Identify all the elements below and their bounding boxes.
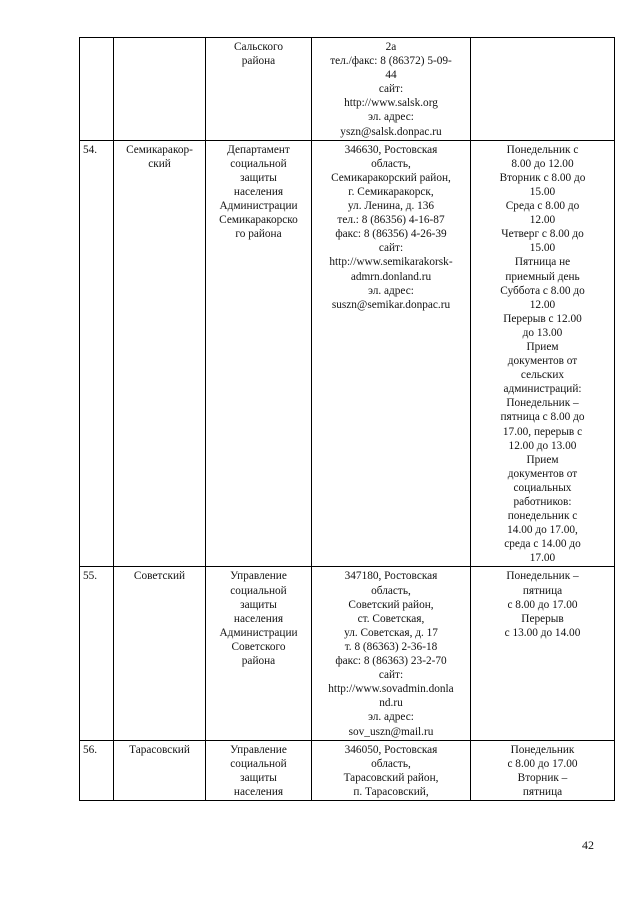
cell-line: Понедельник – <box>506 397 579 410</box>
cell-line: 346630, Ростовская <box>344 143 438 156</box>
cell-line: ул. Ленина, д. 136 <box>347 200 435 213</box>
address-cell <box>312 567 471 740</box>
address-cell <box>312 38 471 141</box>
district-cell <box>114 740 206 800</box>
page-number: 42 <box>582 838 594 852</box>
cell-line: admrn.donland.ru <box>350 270 432 283</box>
organization-cell <box>206 140 312 567</box>
cell-line: социальной <box>230 757 287 770</box>
organization-cell <box>206 567 312 740</box>
cell-line: социальной <box>230 584 287 597</box>
cell-line: с 8.00 до 17.00 <box>507 598 578 611</box>
cell-line: администраций: <box>503 383 582 396</box>
cell-line: Администрации <box>219 626 298 639</box>
cell-line: защиты <box>240 771 277 784</box>
cell-line: работников: <box>513 496 572 508</box>
cell-line: Понедельник с <box>506 143 579 156</box>
cell-line: yszn@salsk.donpac.ru <box>340 125 442 138</box>
cell-line: приемный день <box>505 270 580 283</box>
cell-line: района <box>241 55 276 68</box>
cell-line: Среда с 8.00 до <box>505 200 580 213</box>
cell-line: Семикаракорско <box>219 214 298 227</box>
cell-line: с 13.00 до 14.00 <box>504 626 581 639</box>
cell-line: пятница с 8.00 до <box>500 411 585 424</box>
hours-cell <box>471 38 615 141</box>
cell-line: социальных <box>513 481 572 494</box>
hours-cell <box>471 140 615 567</box>
cell-line: Советский <box>133 570 186 583</box>
cell-line: 15.00 <box>529 185 556 198</box>
cell-line: тел.: 8 (86356) 4-16-87 <box>337 214 445 227</box>
cell-line: документов от <box>507 467 578 480</box>
cell-line: 346050, Ростовская <box>344 743 438 756</box>
cell-line: sov_uszn@mail.ru <box>348 725 434 738</box>
cell-line: до 13.00 <box>522 326 563 339</box>
cell-line: Вторник – <box>517 771 568 784</box>
cell-line: Администрации <box>219 200 298 213</box>
cell-line: Сальского <box>233 41 283 53</box>
cell-line: 44 <box>385 69 397 82</box>
address-cell <box>312 740 471 800</box>
organization-cell <box>206 38 312 141</box>
cell-line: Вторник с 8.00 до <box>499 171 586 184</box>
hours-cell <box>471 740 615 800</box>
cell-line: Пятница не <box>514 256 571 269</box>
cell-line: 14.00 до 17.00, <box>507 524 578 537</box>
cell-line: ст. Советская, <box>357 612 425 625</box>
cell-line: Управление <box>230 570 287 583</box>
row-number: 55. <box>80 567 114 740</box>
cell-line: 8.00 до 12.00 <box>511 157 574 170</box>
row-number <box>80 38 114 141</box>
cell-line: Тарасовский <box>129 743 190 756</box>
cell-line: http://www.sovadmin.donla <box>328 683 454 696</box>
cell-line: сайт: <box>378 669 404 682</box>
row-number: 56. <box>80 740 114 800</box>
cell-line: 2а <box>385 41 397 53</box>
district-cell <box>114 38 206 141</box>
cell-line: Семикаракор- <box>126 143 193 156</box>
cell-line: Управление <box>230 743 287 756</box>
cell-line: населения <box>233 185 284 198</box>
cell-line: понедельник с <box>507 510 578 523</box>
cell-line: 15.00 <box>529 242 556 255</box>
cell-line: документов от <box>507 355 578 368</box>
cell-line: с 8.00 до 17.00 <box>507 757 578 770</box>
cell-line: nd.ru <box>379 697 403 710</box>
cell-line: 347180, Ростовская <box>344 570 438 583</box>
table-row <box>80 38 615 141</box>
cell-line: факс: 8 (86356) 4-26-39 <box>335 228 447 241</box>
table-row <box>80 567 615 740</box>
cell-line: http://www.semikarakorsk- <box>329 256 453 269</box>
cell-line: тел./факс: 8 (86372) 5-09- <box>330 55 452 68</box>
row-number: 54. <box>80 140 114 567</box>
cell-line: пятница <box>522 584 563 597</box>
cell-line: сайт: <box>378 242 404 255</box>
cell-line: ский <box>148 157 171 170</box>
cell-line: населения <box>233 612 284 625</box>
cell-line: защиты <box>240 171 277 184</box>
table-row <box>80 740 615 800</box>
cell-line: 12.00 <box>529 214 556 227</box>
cell-line: 17.00 <box>529 552 556 565</box>
cell-line: населения <box>233 785 284 798</box>
cell-line: социальной <box>230 157 287 170</box>
cell-line: эл. адрес: <box>368 284 414 297</box>
cell-line: Семикаракорский район, <box>331 171 451 184</box>
cell-line: http://www.salsk.org <box>344 97 438 110</box>
cell-line: 12.00 до 13.00 <box>508 439 577 452</box>
cell-line: Суббота с 8.00 до <box>500 284 585 297</box>
cell-line: пятница <box>522 785 563 798</box>
district-cell <box>114 140 206 567</box>
cell-line: г. Семикаракорск, <box>348 185 434 198</box>
organization-cell <box>206 740 312 800</box>
cell-line: Четверг с 8.00 до <box>501 228 584 241</box>
table-row <box>80 140 615 567</box>
cell-line: Понедельник <box>510 743 575 756</box>
cell-line: Тарасовский район, <box>343 771 439 784</box>
cell-line: среда с 14.00 до <box>504 538 581 551</box>
cell-line: Советского <box>231 640 286 653</box>
cell-line: область, <box>371 757 411 770</box>
cell-line: suszn@semikar.donpac.ru <box>331 298 451 311</box>
cell-line: Советский район, <box>348 598 434 611</box>
cell-line: т. 8 (86363) 2-36-18 <box>344 640 438 653</box>
cell-line: ул. Советская, д. 17 <box>344 626 438 639</box>
cell-line: эл. адрес: <box>368 111 414 124</box>
cell-line: района <box>241 655 276 668</box>
cell-line: область, <box>371 157 411 170</box>
cell-line: 17.00, перерыв с <box>502 425 583 438</box>
hours-cell <box>471 567 615 740</box>
cell-line: Понедельник – <box>506 570 579 583</box>
district-cell <box>114 567 206 740</box>
cell-line: Перерыв <box>521 612 564 625</box>
cell-line: сайт: <box>378 83 404 96</box>
cell-line: сельских <box>520 369 565 382</box>
cell-line: Прием <box>526 453 559 466</box>
services-table <box>79 37 615 801</box>
cell-line: Прием <box>526 340 559 353</box>
cell-line: область, <box>371 584 411 597</box>
table-body <box>80 38 615 801</box>
cell-line: Департамент <box>227 143 290 156</box>
cell-line: го района <box>235 228 282 241</box>
cell-line: Перерыв с 12.00 <box>503 312 582 325</box>
cell-line: защиты <box>240 598 277 611</box>
cell-line: факс: 8 (86363) 23-2-70 <box>335 655 447 668</box>
cell-line: 12.00 <box>529 298 556 311</box>
cell-line: эл. адрес: <box>368 711 414 724</box>
address-cell <box>312 140 471 567</box>
cell-line: п. Тарасовский, <box>353 785 429 798</box>
